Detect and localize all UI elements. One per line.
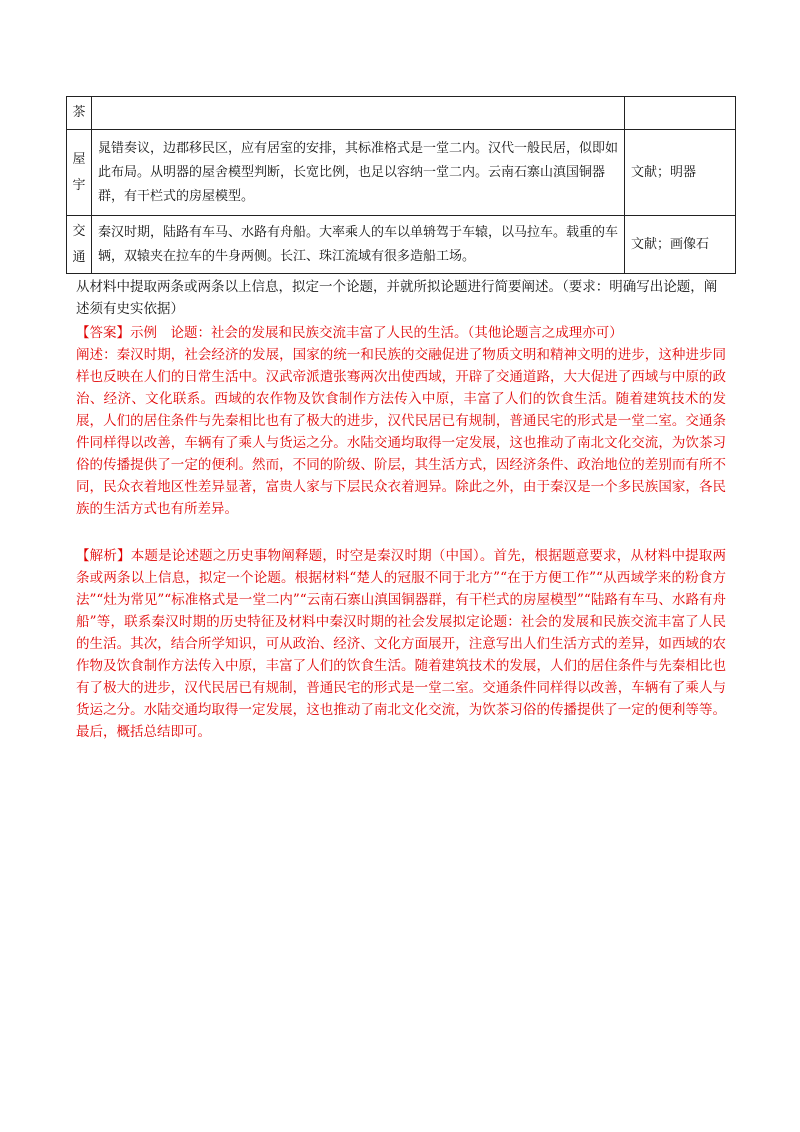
row-source: 文献；明器 [625, 130, 736, 216]
row-content [92, 97, 625, 130]
question-prompt: 从材料中提取两条或两条以上信息，拟定一个论题，并就所拟论题进行简要阐述。（要求：明确写出论题，阐述须有史实依据） [76, 279, 718, 317]
row-label-char: 交 [72, 223, 86, 239]
row-label-char: 屋 [72, 151, 86, 167]
answer-tag: 【答案】 [76, 325, 130, 341]
row-content: 晁错奏议，边郡移民区，应有居室的安排，其标准格式是一堂二内。汉代一般民居，似即如此布局。从明器的屋舍模型判断，长宽比例，也足以容纳一堂二内。云南石寨山滇国铜器群，有干栏式的房屋模型。 [92, 130, 625, 216]
answer-body: 阐述：秦汉时期，社会经济的发展，国家的统一和民族的交融促进了物质文明和精神文明的进步，这种进步同样也反映在人们的日常生活中。汉武帝派遣张骞两次出使西域，开辟了交通道路，大大促进了西域与中原的政治、经济、文化联系。西域的农作物及饮食制作方法传入中原，丰富了人们的饮食生活。随着建筑技术的发展，人们的居住条件与先秦相比也有了极大的进步，汉代民居已有规制，普通民宅的形式是一堂二室。交通条件同样得以改善，车辆有了乘人与货运之分。水陆交通均取得一定发展，这也推动了南北文化交流，为饮茶习俗的传播提供了一定的便利。然而，不同的阶级、阶层，其生活方式，因经济条件、政治地位的差别而有所不同，民众衣着地区性差异显著，富贵人家与下层民众衣着迥异。除此之外，由于秦汉是一个多民族国家，各民族的生活方式也有所差异。 [76, 347, 726, 517]
row-label: 茶 [67, 97, 92, 130]
row-label-char: 通 [72, 249, 86, 265]
row-source [625, 97, 736, 130]
table-row [67, 216, 736, 274]
row-source: 文献；画像石 [625, 216, 736, 274]
answer-thesis: 示例 论题：社会的发展和民族交流丰富了人民的生活。（其他论题言之成理亦可） [130, 325, 623, 341]
analysis-tag: 【解析】 [76, 548, 131, 564]
table-row [67, 97, 736, 130]
answer-heading [76, 322, 726, 344]
row-label-char: 宇 [72, 177, 86, 193]
table-row [67, 130, 736, 216]
material-table [66, 96, 736, 274]
analysis-section [76, 545, 726, 743]
row-label [67, 130, 92, 216]
analysis-body: 本题是论述题之历史事物阐释题，时空是秦汉时期（中国）。首先，根据题意要求，从材料中提取两条或两条以上信息，拟定一个论题。根据材料“楚人的冠服不同于北方”“在于方便工作”“从西域学来的粉食方法”“灶为常见”“标准格式是一堂二内”“云南石寨山滇国铜器群，有干栏式的房屋模型”“陆路有车马、水路有舟船”等，联系秦汉时期的历史特征及材料中秦汉时期的社会发展拟定论题：社会的发展和民族交流丰富了人民的生活。其次，结合所学知识，可从政治、经济、文化方面展开，注意写出人们生活方式的差异，如西域的农作物及饮食制作方法传入中原，丰富了人们的饮食生活。随着建筑技术的发展，人们的居住条件与先秦相比也有了极大的进步，汉代民居已有规制，普通民宅的形式是一堂二室。交通条件同样得以改善，车辆有了乘人与货运之分。水陆交通均取得一定发展，这也推动了南北文化交流，为饮茶习俗的传播提供了一定的便利等等。最后，概括总结即可。 [76, 548, 727, 740]
row-label [67, 216, 92, 274]
row-content: 秦汉时期，陆路有车马、水路有舟船。大率乘人的车以单辀驾于车辕，以马拉车。载重的车辆，双辕夹在拉车的牛身两侧。长江、珠江流域有很多造船工场。 [92, 216, 625, 274]
